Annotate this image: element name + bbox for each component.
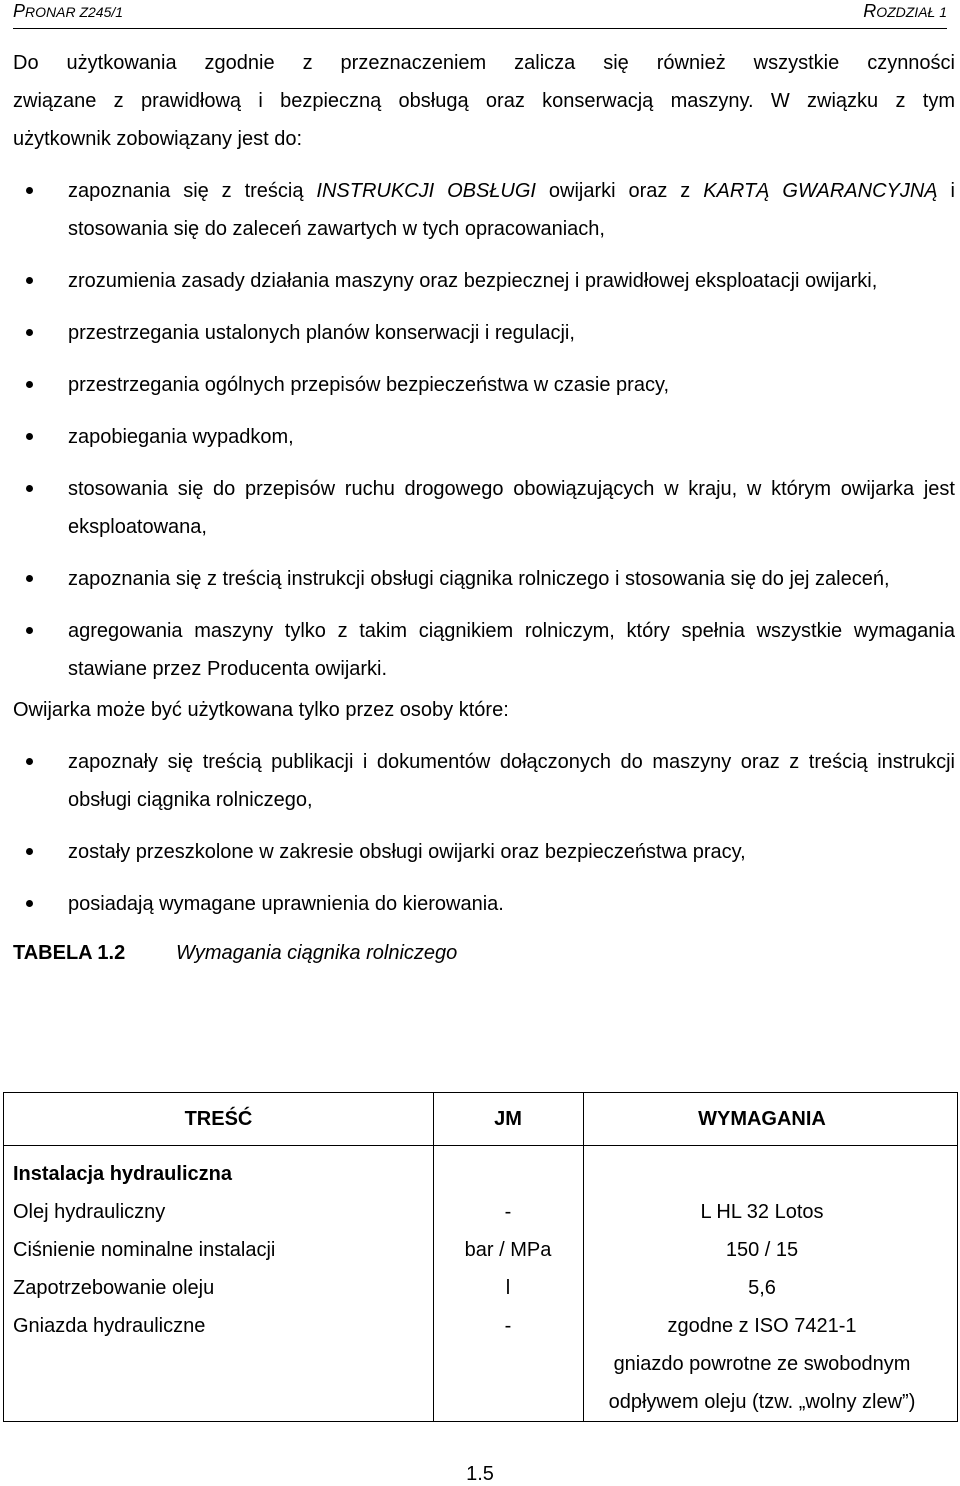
list-item: zapobiegania wypadkom, [13,418,955,456]
row-value: 5,6 [748,1277,776,1299]
list-item: zapoznania się z treścią INSTRUKCJI OBSŁUGI owijarki oraz z KARTĄ GWARANCYJNĄ i stosowania się do zaleceń zawartych w tych opracowaniach, [13,172,955,248]
list-item: agregowania maszyny tylko z takim ciągnikiem rolniczym, który spełnia wszystkie wymagania stawiane przez Producenta owijarki. [13,612,955,688]
row-unit: - [504,1201,512,1223]
header-wymagania: WYMAGANIA [698,1108,826,1130]
list-item: zostały przeszkolone w zakresie obsługi owijarki oraz bezpieczeństwa pracy, [13,833,955,871]
row-name: Zapotrzebowanie oleju [13,1277,215,1299]
table-caption [13,934,955,972]
requirements-table [3,1092,958,1422]
manual-title: PRONAR Z245/1 [13,1,124,21]
intro-paragraph: Do użytkowania zgodnie z przeznaczeniem zalicza się również wszystkie czynności związane z prawidłową i bezpieczną obsługą oraz konserwacją maszyny. W związku z tym użytkownik zobowiązany jest do: [13,52,955,150]
row-name: Ciśnienie nominalne instalacji [13,1239,276,1261]
row-value: L HL 32 Lotos [700,1201,824,1223]
list-item: stosowania się do przepisów ruchu drogowego obowiązujących w kraju, w którym owijarka jest eksploatowana, [13,470,955,546]
row-unit: l [505,1277,511,1299]
row-value: 150 / 15 [725,1239,799,1261]
table-title: Wymagania ciągnika rolniczego [176,942,458,964]
table-number: TABELA 1.2 [13,942,126,964]
list-item: przestrzegania ustalonych planów konserwacji i regulacji, [13,314,955,352]
row-value: zgodne z ISO 7421-1 [667,1315,857,1337]
list-item: przestrzegania ogólnych przepisów bezpieczeństwa w czasie pracy, [13,366,955,404]
list-item: zapoznania się z treścią instrukcji obsługi ciągnika rolniczego i stosowania się do jej zaleceń, [13,560,955,598]
header-jm: JM [494,1108,522,1130]
users-intro: Owijarka może być użytkowana tylko przez osoby które: [13,699,509,721]
row-note: odpływem oleju (tzw. „wolny zlew”) [608,1391,916,1413]
page-number: 1.5 [466,1463,494,1485]
row-name: Olej hydrauliczny [13,1201,166,1223]
row-note: gniazdo powrotne ze swobodnym [613,1353,911,1375]
header-tresc: TREŚĆ [184,1108,253,1130]
row-unit: bar / MPa [464,1239,552,1261]
list-item: zapoznały się treścią publikacji i dokumentów dołączonych do maszyny oraz z treścią instrukcji obsługi ciągnika rolniczego, [13,743,955,819]
row-name: Gniazda hydrauliczne [13,1315,206,1337]
duties-list [13,172,955,688]
chapter-title: ROZDZIAŁ 1 [863,1,947,21]
list-item: posiadają wymagane uprawnienia do kierowania. [13,885,955,923]
header-divider [4,1145,957,1146]
users-list [13,743,955,923]
list-item: zrozumienia zasady działania maszyny oraz bezpiecznej i prawidłowej eksploatacji owijarki, [13,262,955,300]
page-header [13,0,947,29]
row-unit: - [504,1315,512,1337]
section-title: Instalacja hydrauliczna [13,1163,232,1185]
page-content [13,44,955,972]
